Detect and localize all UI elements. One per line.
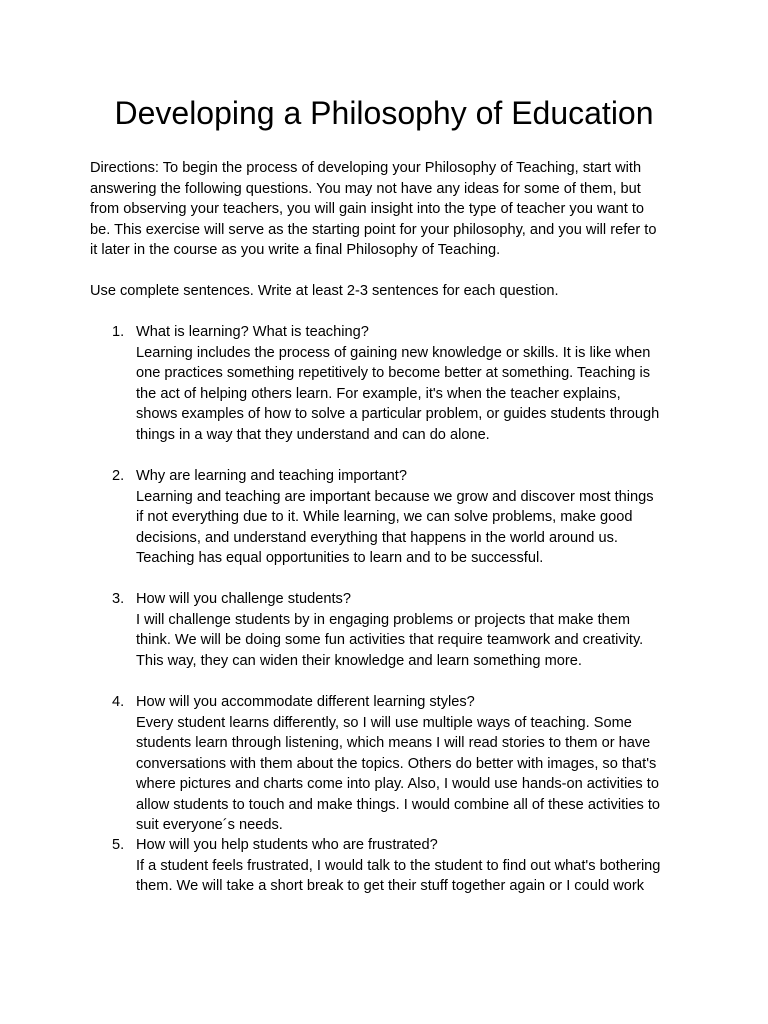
question-text: How will you help students who are frustrated? <box>136 837 438 853</box>
question-number: 2. <box>112 468 125 484</box>
question-body <box>136 589 643 671</box>
answer-line: If a student feels frustrated, I would talk to the student to find out what's bothering <box>136 857 661 874</box>
answer-line: students learn through listening, which means I will read stories to them or have <box>136 735 651 751</box>
answer-line: one practices something repetitively to become better at something. Teaching is <box>136 365 651 381</box>
instructions-paragraph: Use complete sentences. Write at least 2-3 sentences for each question. <box>90 283 559 299</box>
directions-line: it later in the course as you write a final Philosophy of Teaching. <box>90 242 501 258</box>
directions-line: be. This exercise will serve as the starting point for your philosophy, and you will refer to <box>90 221 657 238</box>
question-text: What is learning? What is teaching? <box>136 324 369 340</box>
answer-line: things in a way that they understand and can do alone. <box>136 426 490 443</box>
answer-line: Every student learns differently, so I will use multiple ways of teaching. Some <box>136 714 632 731</box>
directions-line: Directions: To begin the process of developing your Philosophy of Teaching, start with <box>90 160 642 176</box>
document-title: Developing a Philosophy of Education <box>114 95 654 131</box>
answer-line: Learning includes the process of gaining new knowledge or skills. It is like when <box>136 344 651 361</box>
question-body <box>136 322 659 445</box>
directions-line: from observing your teachers, you will gain insight into the type of teacher you want to <box>90 201 645 217</box>
question-body <box>136 835 660 897</box>
question-text: How will you challenge students? <box>136 591 351 607</box>
question-number: 5. <box>112 837 125 853</box>
answer-line: suit everyone´s needs. <box>136 817 283 833</box>
answer-line: This way, they can widen their knowledge and learn something more. <box>136 652 582 669</box>
question-text: Why are learning and teaching important? <box>136 468 407 484</box>
question-number: 4. <box>112 694 125 710</box>
question-text: How will you accommodate different learning styles? <box>136 694 475 710</box>
answer-line: I will challenge students by in engaging problems or projects that make them <box>136 611 631 628</box>
answer-line: shows examples of how to solve a particular problem, or guides students through <box>136 406 660 422</box>
question-body <box>136 692 660 836</box>
directions-paragraph <box>90 158 690 261</box>
question-number: 1. <box>112 324 125 340</box>
answer-line: them. We will take a short break to get their stuff together again or I could work <box>136 878 645 894</box>
answer-line: allow students to touch and make things. I would combine all of these activities to <box>136 796 661 813</box>
answer-line: conversations with them about the topics. Others do better with images, so that's <box>136 755 657 772</box>
answer-line: Teaching has equal opportunities to learn and to be successful. <box>136 550 544 566</box>
answer-line: if not everything due to it. While learning, we can solve problems, make good <box>136 509 633 525</box>
answer-line: decisions, and understand everything that happens in the world around us. <box>136 529 618 546</box>
answer-line: Learning and teaching are important because we grow and discover most things <box>136 488 654 505</box>
answer-line: where pictures and charts come into play. Also, I would use hands-on activities to <box>136 776 659 792</box>
answer-line: the act of helping others learn. For example, it's when the teacher explains, <box>136 385 621 402</box>
answer-line: think. We will be doing some fun activities that require teamwork and creativity. <box>136 632 644 648</box>
question-number: 3. <box>112 591 125 607</box>
question-body <box>136 466 654 569</box>
directions-line: answering the following questions. You may not have any ideas for some of them, but <box>90 180 641 197</box>
